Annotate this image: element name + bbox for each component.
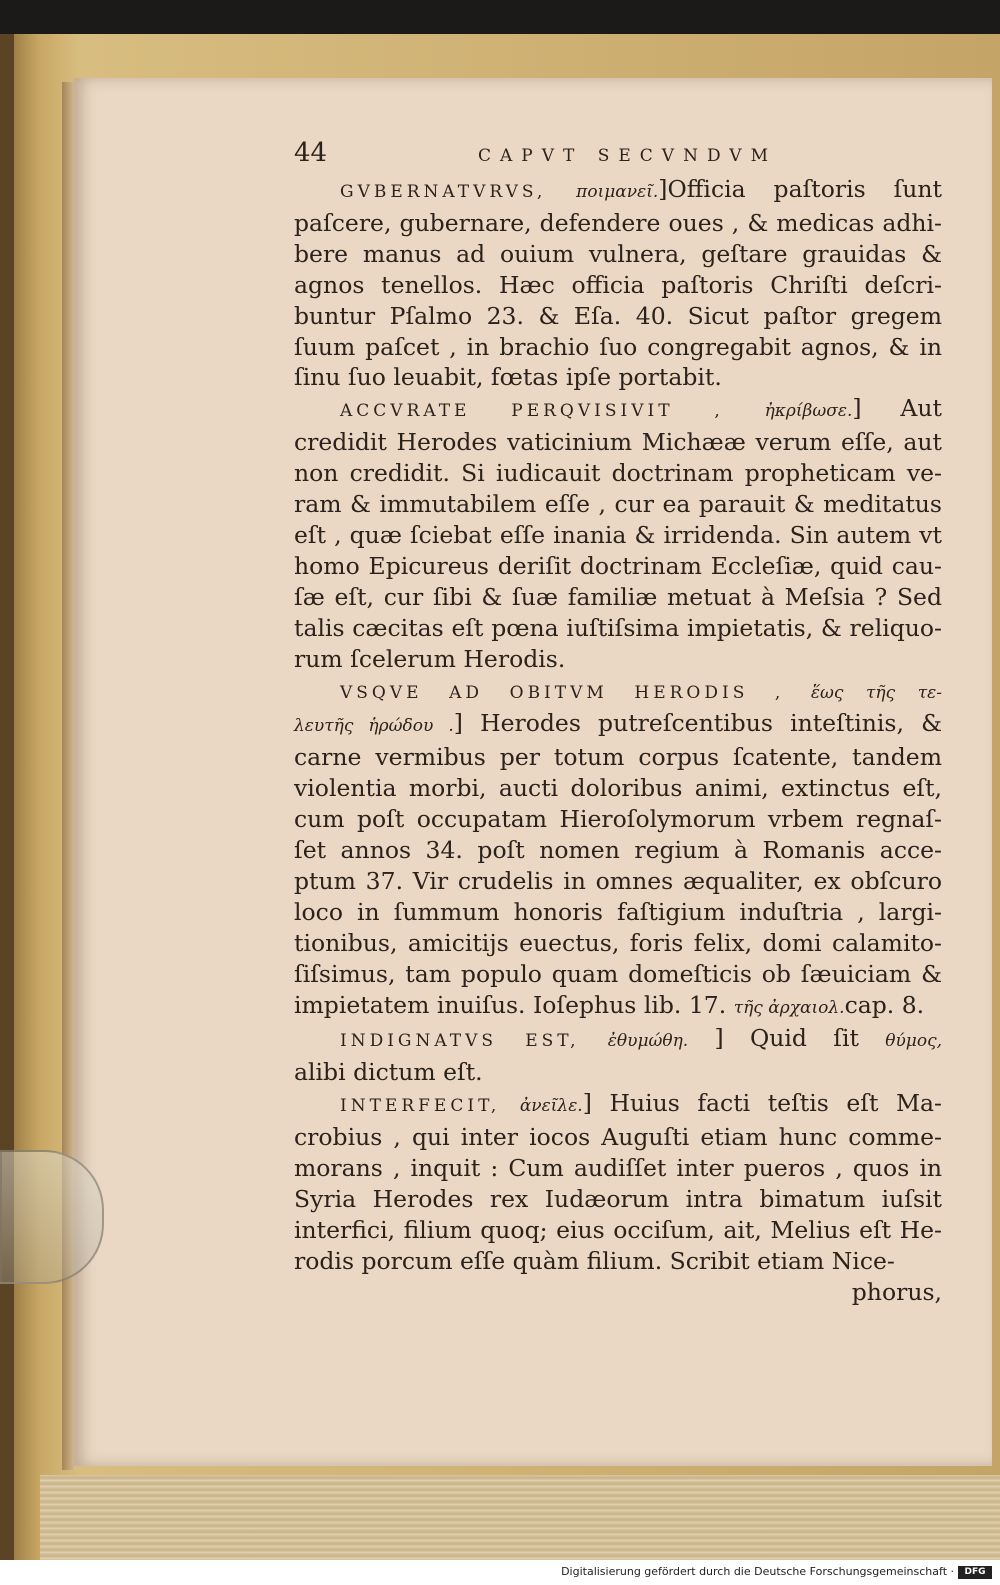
- lemma: INDIGNATVS EST,: [340, 1031, 608, 1052]
- text-line: [294, 208, 942, 239]
- text-line: [294, 362, 942, 393]
- text: credidit Herodes vaticinium Michææ verum eſſe, aut: [294, 428, 942, 457]
- text: carne vermibus per totum corpus ſcatente, tandem: [294, 743, 942, 772]
- text-line: [294, 742, 942, 773]
- greek-term: λευτῆς ἡρώδου .: [294, 716, 454, 737]
- clasp-strap: [0, 1150, 104, 1284]
- text: loco in ſummum honoris faſtigium induſtria , largi-: [294, 897, 942, 926]
- greek-term: ἀνεῖλε.: [519, 1096, 583, 1117]
- lemma: ACCVRATE PERQVISIVIT ,: [340, 401, 765, 422]
- text: talis cæcitas eſt pœna iuſtiſsima impietatis, & reliquo-: [294, 613, 942, 642]
- text-line: [294, 1057, 942, 1088]
- footer-credit: Digitalisierung gefördert durch die Deutsche Forschungsgemeinschaft ·: [561, 1565, 954, 1578]
- text: morans , inquit : Cum audiſſet inter pueros , quos in: [294, 1154, 942, 1183]
- text-line: [294, 959, 942, 990]
- greek-term: ἕως τῆς τε-: [810, 682, 942, 703]
- text-line: [294, 1023, 942, 1057]
- greek-term: ποιμανεῖ.: [576, 182, 659, 202]
- text: non credidit. Si iudicauit doctrinam propheticam ve-: [294, 459, 942, 488]
- text-line: [294, 458, 942, 489]
- text-line: [294, 773, 942, 804]
- text: ſet annos 34. poſt nomen regium à Romanis acce-: [294, 836, 942, 865]
- text-line: [294, 427, 942, 458]
- text: ] Herodes putreſcentibus inteſtinis, &: [453, 709, 942, 738]
- page-text: [294, 138, 942, 1308]
- lemma: INTERFECIT,: [340, 1096, 520, 1117]
- catchword: phorus,: [851, 1277, 942, 1306]
- text-line: [294, 1215, 942, 1246]
- greek-term: ἐθυμώθη.: [607, 1031, 689, 1052]
- text-line: [294, 675, 942, 709]
- text-line: [294, 708, 942, 742]
- lemma: GVBERNATVRVS,: [340, 182, 577, 202]
- page-number: 44: [294, 138, 328, 168]
- page-header: [294, 138, 942, 174]
- text: rodis porcum eſſe quàm filium. Scribit etiam Nice-: [294, 1246, 895, 1275]
- text: ram & immutabilem eſſe , cur ea parauit & meditatus: [294, 490, 942, 519]
- lemma: VSQVE AD OBITVM HERODIS ,: [340, 682, 811, 703]
- text: cum poſt occupatam Hieroſolymorum vrbem regnaſ-: [294, 805, 942, 834]
- text-line: [294, 835, 942, 866]
- text: ] Aut: [852, 394, 942, 423]
- text: rum ſcelerum Herodis.: [294, 644, 566, 673]
- text: violentia morbi, aucti doloribus animi, extinctus eſt,: [294, 774, 942, 803]
- text: buntur Pſalmo 23. & Eſa. 40. Sicut paſtor gregem: [294, 301, 942, 330]
- text-line: [294, 393, 942, 427]
- text: ſiſsimus, tam populo quam domeſticis ob ſæuiciam &: [294, 959, 942, 988]
- text-line: [294, 1246, 942, 1277]
- text-line: [294, 551, 942, 582]
- footer-bar: [0, 1560, 1000, 1585]
- greek-term: θύμος,: [885, 1031, 942, 1052]
- text-line: [294, 928, 942, 959]
- text: ſæ eſt, cur ſibi & ſuæ familiæ metuat à Meſsia ? Sed: [294, 582, 942, 611]
- text-line: [294, 239, 942, 270]
- text: impietatem inuiſus. Ioſephus lib. 17.: [294, 990, 734, 1019]
- text: crobius , qui inter iocos Auguſti etiam hunc comme-: [294, 1123, 942, 1152]
- text-line: [294, 582, 942, 613]
- page-edges: [40, 1475, 1000, 1560]
- dfg-logo: DFG: [958, 1566, 992, 1579]
- text: ] Quid ſit: [688, 1024, 886, 1053]
- text: ]Officia paſtoris ſunt: [658, 175, 942, 203]
- text: interfici, filium quoq; eius occiſum, ait, Melius eſt He-: [294, 1215, 942, 1244]
- text: ptum 37. Vir crudelis in omnes æqualiter, ex obſcuro: [294, 866, 942, 895]
- text: ] Huius facti teſtis eſt Ma-: [582, 1089, 942, 1118]
- paragraphs: [294, 174, 942, 1277]
- text-line: [294, 270, 942, 301]
- text-line: [294, 1184, 942, 1215]
- text-line: [294, 489, 942, 520]
- text-line: [294, 1153, 942, 1184]
- text: ſinu ſuo leuabit, fœtas ipſe portabit.: [294, 363, 722, 392]
- text: Syria Herodes rex Iudæorum intra bimatum iuſsit: [294, 1185, 942, 1213]
- text-line: [294, 897, 942, 928]
- text: agnos tenellos. Hæc officia paſtoris Chriſti deſcri-: [294, 270, 942, 299]
- text-line: [294, 866, 942, 897]
- text-line: [294, 1088, 942, 1122]
- greek-term: τῆς ἀρχαιολ.: [733, 997, 845, 1018]
- text: ſuum paſcet , in brachio ſuo congregabit agnos, & in: [294, 332, 942, 361]
- text-line: [294, 990, 942, 1024]
- text: homo Epicureus deriſit doctrinam Eccleſiæ, quid cau-: [294, 551, 942, 580]
- text-line: [294, 613, 942, 644]
- text-line: [294, 644, 942, 675]
- text-line: [294, 520, 942, 551]
- text-line: [294, 301, 942, 332]
- text-line: [294, 332, 942, 363]
- spine: [0, 34, 14, 1560]
- running-title: CAPVT SECVNDVM: [478, 146, 777, 166]
- text: bere manus ad ouium vulnera, geſtare grauidas &: [294, 239, 942, 268]
- text: paſcere, gubernare, defendere oues , & medicas adhi-: [294, 208, 942, 237]
- text-line: [294, 804, 942, 835]
- text: eſt , quæ ſciebat eſſe inania & irridenda. Sin autem vt: [294, 520, 942, 549]
- greek-term: ἠκρίβωσε.: [764, 401, 853, 422]
- text: alibi dictum eſt.: [294, 1058, 483, 1087]
- text-line: [294, 1122, 942, 1153]
- text-line: [294, 174, 942, 208]
- text: cap. 8.: [844, 990, 925, 1019]
- text: tionibus, amicitijs euectus, foris felix, domi calamito-: [294, 928, 942, 957]
